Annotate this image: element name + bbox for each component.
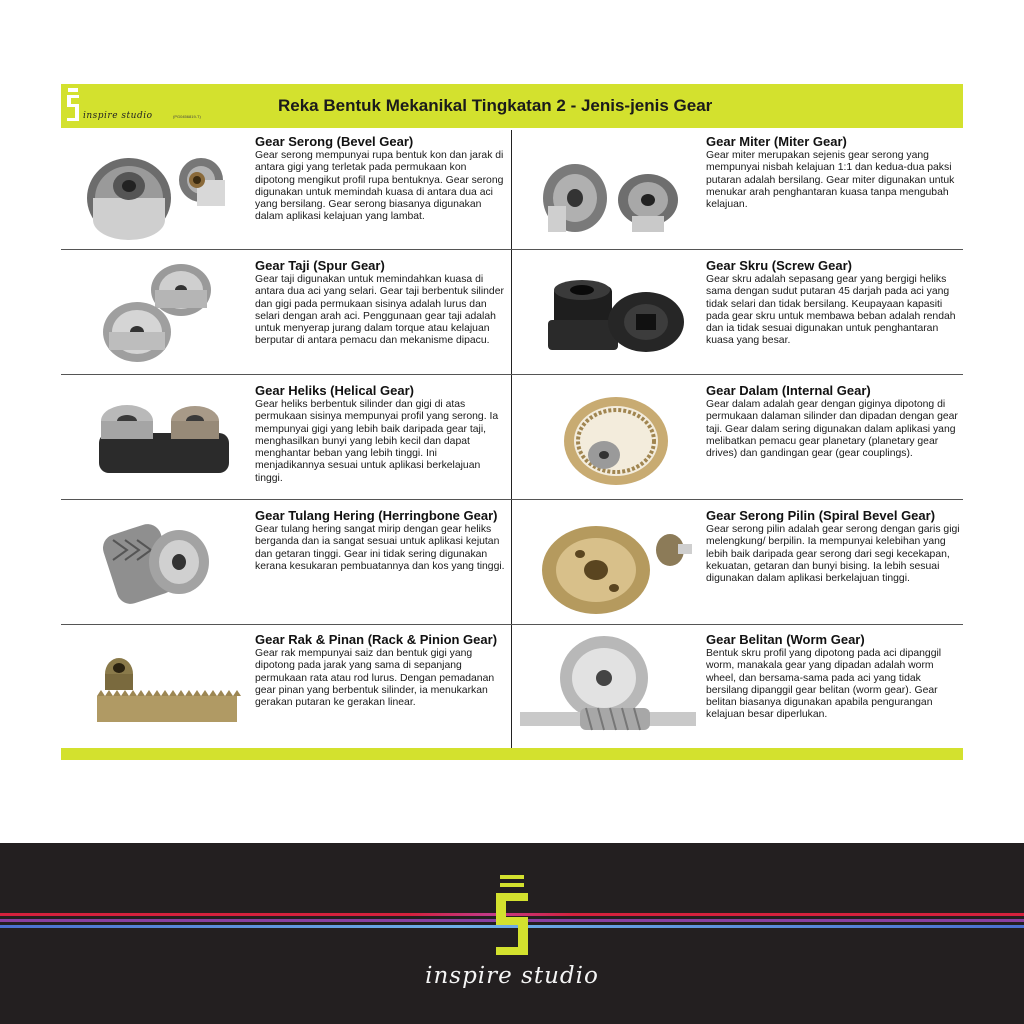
gear-card-spiral-bevel	[512, 504, 962, 624]
gear-description: Gear dalam adalah gear dengan giginya dipotong di permukaan dalaman silinder dan dipadan dengan gear taji. Gear dalam sering digunakan dalam aplikasi yang melibatkan pemacu gear planetary (planetary gear drives) dan gandingan gear (gear couplings).	[706, 399, 958, 460]
gear-description: Gear tulang hering sangat mirip dengan gear heliks berganda dan ia sangat sesuai untuk aplikasi kejutan dan getaran tinggi. Gear ini tidak sering digunakan kerana kesukaran pembuatannya dan kos yang tinggi.	[255, 524, 505, 572]
miter-gear-photo	[520, 136, 696, 244]
gear-card-helical	[61, 379, 511, 499]
inspire-logo-icon	[65, 88, 83, 124]
spiral-bevel-gear-photo	[520, 510, 696, 618]
screw-gear-photo	[520, 260, 696, 368]
helical-gear-photo	[69, 385, 245, 493]
gear-title: Gear Serong (Bevel Gear)	[255, 134, 414, 149]
gear-card-miter	[512, 130, 962, 250]
gear-title: Gear Skru (Screw Gear)	[706, 258, 852, 273]
inspire-logo-icon	[492, 875, 532, 959]
gear-description: Gear skru adalah sepasang gear yang bergigi heliks sama dengan sudut putaran 45 darjah pada aci yang tidak selari dan tidak bersilang. Keupayaan kapasiti pada gear skru untuk membawa beban adalah rendah dan ia tidak sesuai digunakan untuk penghantaran kuasa yang besar.	[706, 274, 956, 347]
rack-pinion-photo	[69, 634, 245, 742]
gear-title: Gear Rak & Pinan (Rack & Pinion Gear)	[255, 632, 498, 647]
gear-title: Gear Heliks (Helical Gear)	[255, 383, 414, 398]
worm-gear-photo	[520, 634, 696, 742]
gear-description: Gear serong mempunyai rupa bentuk kon dan jarak di antara gigi yang terletak pada permukaan kon dipotong mengikut profil rupa bentuknya. Gear serong digunakan untuk memindah kuasa di antara dua aci yang bersilang. Gear serong biasanya digunakan dalam aplikasi kelajuan yang lambat.	[255, 150, 504, 223]
gear-sheet	[61, 84, 963, 760]
gear-description: Gear heliks berbentuk silinder dan gigi di atas permukaan sisinya mempunyai profil yang serong. Ia mempunyai gigi yang lebih baik daripada gear taji, menghasilkan bunyi yang lebih kecil dan dapat menghantar beban yang lebih tinggi. Ini menjadikannya sesuai untuk aplikasi berkelajuan tinggi.	[255, 399, 499, 484]
logo-registration: (PG0456819-T)	[173, 114, 201, 119]
gear-title: Gear Belitan (Worm Gear)	[706, 632, 865, 647]
internal-gear-photo	[520, 385, 696, 493]
logo-text: inspire studio	[83, 111, 153, 121]
gear-description: Bentuk skru profil yang dipotong pada aci dipanggil worm, manakala gear yang dipadan adalah worm wheel, dan bersama-sama pada aci yang tidak bersilang dipanggil gear belitan (worm gear). Gear belitan biasanya digunakan apabila pengurangan kelajuan besar diperlukan.	[706, 648, 942, 721]
gear-description: Gear miter merupakan sejenis gear serong yang mempunyai nisbah kelajuan 1:1 dan kedua-dua paksi putaran adalah bersilang. Gear miter digunakan untuk menukar arah penghantaran kuasa tanpa mengubah kelajuan.	[706, 150, 955, 211]
page-title: Reka Bentuk Mekanikal Tingkatan 2 - Jenis-jenis Gear	[278, 96, 713, 115]
gear-card-worm	[512, 628, 962, 748]
gear-title: Gear Dalam (Internal Gear)	[706, 383, 871, 398]
gear-title: Gear Taji (Spur Gear)	[255, 258, 385, 273]
spur-gear-photo	[69, 260, 245, 368]
row-divider	[61, 374, 963, 375]
gear-title: Gear Tulang Hering (Herringbone Gear)	[255, 508, 498, 523]
brand-footer	[0, 843, 1024, 1024]
gear-card-spur	[61, 254, 511, 374]
gear-title: Gear Miter (Miter Gear)	[706, 134, 847, 149]
gear-card-rack-pinion	[61, 628, 511, 748]
gear-description: Gear serong pilin adalah gear serong dengan garis gigi melengkung/ berpilin. Ia mempunyai kelebihan yang lebih baik daripada gear serong dari segi kecekapan, kekuatan, getaran dan bunyi bising. Ia lebih sesuai digunakan dalam aplikasi berkelajuan tinggi.	[706, 524, 960, 585]
gear-card-bevel	[61, 130, 511, 250]
gear-card-screw	[512, 254, 962, 374]
gear-description: Gear taji digunakan untuk memindahkan kuasa di antara dua aci yang selari. Gear taji berbentuk silinder dan gigi pada permukaan sisinya adalah lurus dan selari dengan arah aci. Penggunaan gear taji adalah untuk menyerap jurang dalam torque atau kelajuan berputar di antara pemacu dan mekanisme dipacu.	[255, 274, 504, 347]
footer-bar	[61, 748, 963, 760]
brand-name: inspire studio	[425, 963, 599, 989]
row-divider	[61, 624, 963, 625]
gear-card-herringbone	[61, 504, 511, 624]
gear-title: Gear Serong Pilin (Spiral Bevel Gear)	[706, 508, 936, 523]
bevel-gear-photo	[69, 136, 245, 244]
header-bar	[61, 84, 963, 128]
herringbone-gear-photo	[69, 510, 245, 618]
row-divider	[61, 499, 963, 500]
gear-card-internal	[512, 379, 962, 499]
gear-description: Gear rak mempunyai saiz dan bentuk gigi yang dipotong pada jarak yang sama di sepanjang permukaan rata atau rod lurus. Dengan pemadanan gear pinan yang berbentuk silinder, ia menukarkan gerakan putaran ke gerakan linear.	[255, 648, 495, 709]
